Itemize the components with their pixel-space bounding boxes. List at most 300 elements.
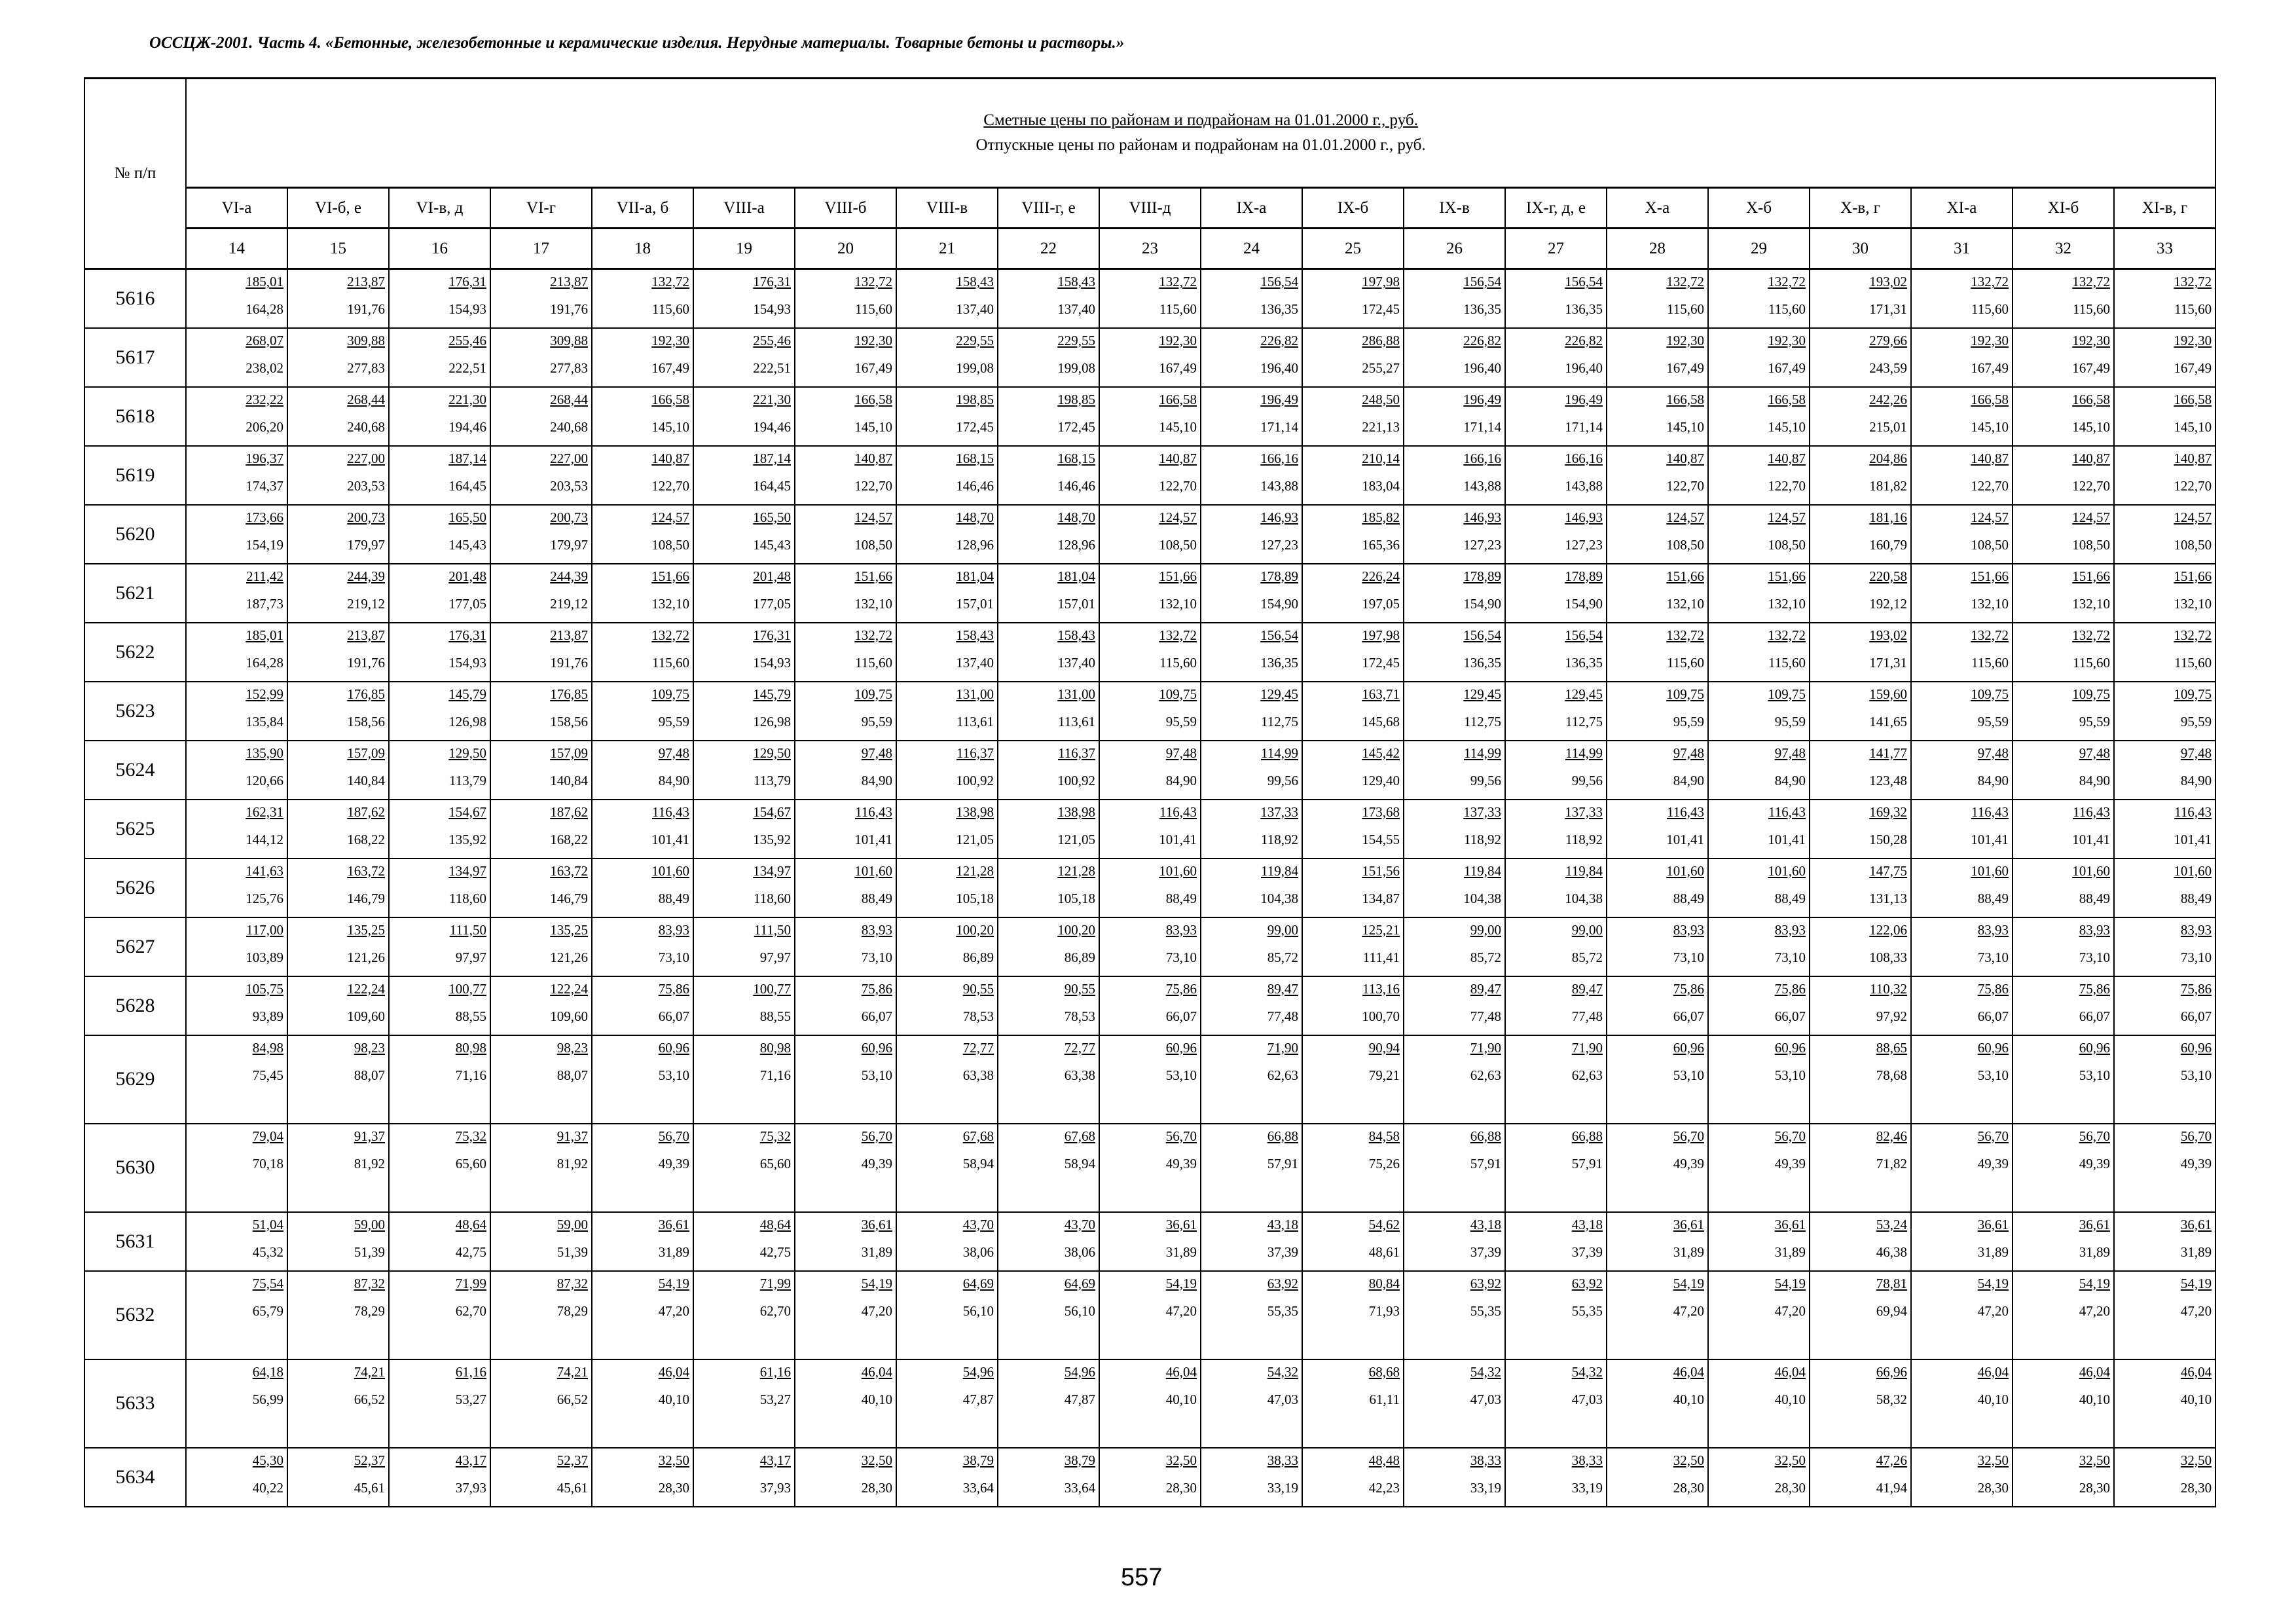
release-price: 37,93 (455, 1479, 486, 1496)
estimated-price: 268,07 (246, 332, 283, 348)
estimated-price: 124,57 (2174, 509, 2212, 525)
price-cell (1607, 1212, 1708, 1271)
estimated-price: 163,72 (550, 862, 588, 879)
price-cell (1201, 505, 1302, 564)
release-price: 73,10 (1165, 949, 1197, 965)
release-price: 103,89 (246, 949, 283, 965)
release-price: 115,60 (1768, 654, 1806, 671)
estimated-price: 122,24 (347, 980, 385, 997)
price-cell (896, 269, 998, 328)
price-cell (2114, 1271, 2215, 1359)
estimated-price: 132,72 (1666, 627, 1704, 643)
release-price: 145,10 (854, 418, 892, 435)
estimated-price: 56,70 (1165, 1128, 1197, 1144)
district-header: VIII-г, е (998, 188, 1099, 229)
price-cell (287, 1448, 389, 1507)
estimated-price: 98,23 (354, 1039, 385, 1056)
release-price: 84,90 (2079, 772, 2110, 788)
price-cell (896, 387, 998, 446)
release-price: 172,45 (956, 418, 994, 435)
price-cell (693, 623, 795, 682)
estimated-price: 97,48 (658, 745, 689, 761)
price-cell (1810, 741, 1911, 800)
estimated-price: 166,16 (1463, 450, 1501, 466)
price-cell (693, 505, 795, 564)
estimated-price: 32,50 (1673, 1452, 1704, 1468)
release-price: 47,20 (1774, 1302, 1806, 1319)
price-cell (490, 858, 592, 917)
price-cell (2114, 858, 2215, 917)
price-cell (389, 858, 490, 917)
release-price: 53,10 (1774, 1067, 1806, 1083)
estimated-price: 89,47 (1470, 980, 1501, 997)
price-cell (389, 564, 490, 623)
table-row (84, 1359, 2215, 1448)
release-price: 167,49 (2174, 360, 2212, 376)
release-price: 31,89 (2180, 1244, 2212, 1260)
release-price: 84,90 (1673, 772, 1704, 788)
estimated-price: 124,57 (2072, 509, 2110, 525)
release-price: 48,61 (1368, 1244, 1400, 1260)
release-price: 88,55 (455, 1008, 486, 1024)
price-cell (186, 269, 287, 328)
estimated-price: 68,68 (1368, 1363, 1400, 1380)
release-price: 75,26 (1368, 1155, 1400, 1172)
price-cell (1505, 976, 1607, 1035)
release-price: 86,89 (962, 949, 994, 965)
price-cell (693, 1212, 795, 1271)
estimated-price: 268,44 (550, 391, 588, 407)
estimated-price: 198,85 (1057, 391, 1095, 407)
estimated-price: 60,96 (1977, 1039, 2009, 1056)
release-price: 145,10 (2072, 418, 2110, 435)
release-price: 145,43 (448, 536, 486, 553)
price-cell (1607, 1448, 1708, 1507)
release-price: 121,05 (1057, 831, 1095, 847)
estimated-price: 178,89 (1260, 568, 1298, 584)
row-number: 5623 (84, 682, 186, 741)
price-cell (693, 328, 795, 387)
estimated-price: 83,93 (1673, 921, 1704, 938)
release-price: 40,10 (1673, 1391, 1704, 1407)
estimated-price: 146,93 (1463, 509, 1501, 525)
release-price: 219,12 (550, 595, 588, 612)
release-price: 128,96 (1057, 536, 1095, 553)
release-price: 88,49 (1165, 890, 1197, 906)
release-price: 88,49 (1977, 890, 2009, 906)
estimated-price: 74,21 (354, 1363, 385, 1380)
release-price: 140,84 (347, 772, 385, 788)
district-header-row (84, 188, 2215, 229)
price-cell (287, 1271, 389, 1359)
release-price: 33,64 (962, 1479, 994, 1496)
estimated-price: 151,66 (2174, 568, 2212, 584)
release-price: 73,10 (1977, 949, 2009, 965)
estimated-price: 132,72 (1971, 274, 2009, 289)
price-cell (1404, 1212, 1505, 1271)
price-cell (896, 1359, 998, 1448)
price-cell (1099, 682, 1201, 741)
price-cell (490, 446, 592, 505)
price-cell (896, 328, 998, 387)
release-price: 101,41 (651, 831, 689, 847)
price-cell (1302, 741, 1404, 800)
estimated-price: 124,57 (1666, 509, 1704, 525)
price-cell (1302, 917, 1404, 976)
price-cell (795, 446, 896, 505)
estimated-price: 129,50 (448, 745, 486, 761)
price-cell (1404, 623, 1505, 682)
price-cell (186, 858, 287, 917)
release-price: 115,60 (1768, 301, 1806, 317)
release-price: 183,04 (1362, 477, 1400, 494)
estimated-price: 75,86 (1977, 980, 2009, 997)
estimated-price: 52,37 (556, 1452, 588, 1468)
price-cell (1404, 858, 1505, 917)
price-cell (1911, 623, 2013, 682)
price-cell (287, 1124, 389, 1212)
release-price: 197,05 (1362, 595, 1400, 612)
release-price: 53,10 (1977, 1067, 2009, 1083)
estimated-price: 90,55 (1064, 980, 1095, 997)
price-table-body (84, 269, 2215, 1507)
price-cell (1201, 1212, 1302, 1271)
table-row (84, 800, 2215, 858)
price-cell (592, 446, 693, 505)
release-price: 40,22 (252, 1479, 283, 1496)
estimated-price: 36,61 (2079, 1216, 2110, 1232)
estimated-price: 71,99 (759, 1275, 791, 1291)
price-cell (896, 1448, 998, 1507)
price-cell (998, 564, 1099, 623)
price-cell (795, 1212, 896, 1271)
estimated-price: 54,19 (861, 1275, 892, 1291)
estimated-price: 61,16 (455, 1363, 486, 1380)
estimated-price: 101,60 (2174, 862, 2212, 879)
estimated-price: 226,82 (1565, 332, 1603, 348)
estimated-price: 45,30 (252, 1452, 283, 1468)
estimated-price: 97,48 (861, 745, 892, 761)
release-price: 45,32 (252, 1244, 283, 1260)
estimated-price: 71,90 (1470, 1039, 1501, 1056)
estimated-price: 166,58 (2072, 391, 2110, 407)
estimated-price: 151,56 (1362, 862, 1400, 879)
release-price: 57,91 (1267, 1155, 1298, 1172)
price-cell (1099, 741, 1201, 800)
price-cell (1810, 505, 1911, 564)
price-cell (896, 564, 998, 623)
price-cell (1404, 682, 1505, 741)
estimated-price: 255,46 (753, 332, 791, 348)
estimated-price: 116,43 (1667, 803, 1704, 820)
row-number: 5633 (84, 1359, 186, 1448)
price-cell (1911, 387, 2013, 446)
price-cell (490, 1035, 592, 1124)
price-cell (389, 682, 490, 741)
price-cell (592, 976, 693, 1035)
release-price: 132,10 (854, 595, 892, 612)
estimated-price: 162,31 (246, 803, 283, 820)
price-cell (1201, 800, 1302, 858)
release-price: 40,10 (1165, 1391, 1197, 1407)
estimated-price: 147,75 (1869, 862, 1907, 879)
row-number: 5621 (84, 564, 186, 623)
estimated-price: 54,19 (1977, 1275, 2009, 1291)
estimated-price: 124,57 (1159, 509, 1197, 525)
price-cell (1505, 564, 1607, 623)
price-cell (1810, 1124, 1911, 1212)
release-price: 222,51 (448, 360, 486, 376)
release-price: 122,70 (1971, 477, 2009, 494)
price-cell (1302, 446, 1404, 505)
estimated-price: 32,50 (1774, 1452, 1806, 1468)
release-price: 55,35 (1267, 1302, 1298, 1319)
release-price: 115,60 (1159, 301, 1197, 317)
release-price: 127,23 (1463, 536, 1501, 553)
estimated-price: 100,20 (956, 921, 994, 938)
estimated-price: 187,62 (347, 803, 385, 820)
price-cell (998, 269, 1099, 328)
release-price: 143,88 (1463, 477, 1501, 494)
row-number: 5632 (84, 1271, 186, 1359)
estimated-price: 176,31 (448, 627, 486, 643)
estimated-price: 116,37 (957, 745, 994, 761)
estimated-price: 165,50 (448, 509, 486, 525)
release-price: 126,98 (448, 713, 486, 729)
estimated-price: 36,61 (2180, 1216, 2212, 1232)
estimated-price: 196,49 (1463, 391, 1501, 407)
release-price: 121,26 (550, 949, 588, 965)
estimated-price: 46,04 (1673, 1363, 1704, 1380)
price-cell (1302, 505, 1404, 564)
release-price: 77,48 (1470, 1008, 1501, 1024)
price-cell (1505, 858, 1607, 917)
estimated-price: 178,89 (1565, 568, 1603, 584)
release-price: 95,59 (1977, 713, 2009, 729)
estimated-price: 187,14 (753, 450, 791, 466)
price-cell (1607, 741, 1708, 800)
release-price: 145,10 (1768, 418, 1806, 435)
release-price: 66,07 (861, 1008, 892, 1024)
estimated-price: 54,19 (1673, 1275, 1704, 1291)
release-price: 28,30 (658, 1479, 689, 1496)
estimated-price: 145,79 (753, 686, 791, 702)
estimated-price: 32,50 (1977, 1452, 2009, 1468)
estimated-price: 181,16 (1869, 509, 1907, 525)
price-cell (389, 387, 490, 446)
price-cell (2013, 623, 2114, 682)
price-cell (389, 800, 490, 858)
release-price: 95,59 (1774, 713, 1806, 729)
column-number: 18 (592, 229, 693, 269)
price-cell (2013, 1448, 2114, 1507)
release-price: 66,07 (1165, 1008, 1197, 1024)
release-price: 42,23 (1368, 1479, 1400, 1496)
estimated-price: 46,04 (1165, 1363, 1197, 1380)
district-header: X-в, г (1810, 188, 1911, 229)
release-price: 111,41 (1362, 949, 1400, 965)
price-cell (998, 328, 1099, 387)
row-number: 5628 (84, 976, 186, 1035)
price-cell (287, 1035, 389, 1124)
release-price: 167,49 (1768, 360, 1806, 376)
estimated-price: 100,77 (448, 980, 486, 997)
price-cell (1201, 858, 1302, 917)
price-cell (2114, 1035, 2215, 1124)
release-price: 118,60 (754, 890, 791, 906)
estimated-price: 46,04 (2180, 1363, 2212, 1380)
release-price: 115,60 (2073, 654, 2110, 671)
price-cell (1505, 1035, 1607, 1124)
estimated-price: 114,99 (1464, 745, 1501, 761)
estimated-price: 151,66 (1971, 568, 2009, 584)
release-price: 174,37 (246, 477, 283, 494)
release-price: 53,10 (658, 1067, 689, 1083)
price-cell (1505, 446, 1607, 505)
estimated-price: 67,68 (1064, 1128, 1095, 1144)
price-cell (1505, 800, 1607, 858)
price-cell (1810, 1035, 1911, 1124)
price-cell (592, 269, 693, 328)
price-cell (1099, 564, 1201, 623)
estimated-price: 196,49 (1260, 391, 1298, 407)
estimated-price: 192,30 (854, 332, 892, 348)
price-cell (2013, 446, 2114, 505)
estimated-price: 135,90 (246, 745, 283, 761)
release-price: 61,11 (1369, 1391, 1400, 1407)
estimated-price: 124,57 (1971, 509, 2009, 525)
price-cell (998, 1271, 1099, 1359)
price-cell (592, 800, 693, 858)
estimated-price: 158,43 (956, 274, 994, 289)
price-cell (1911, 1359, 2013, 1448)
price-cell (998, 858, 1099, 917)
price-cell (998, 682, 1099, 741)
estimated-price: 109,75 (2174, 686, 2212, 702)
price-cell (693, 917, 795, 976)
price-cell (1201, 682, 1302, 741)
price-cell (1911, 269, 2013, 328)
estimated-price: 185,01 (246, 627, 283, 643)
table-row (84, 564, 2215, 623)
price-cell (1099, 387, 1201, 446)
estimated-price: 46,04 (658, 1363, 689, 1380)
release-price: 154,90 (1463, 595, 1501, 612)
price-cell (287, 682, 389, 741)
price-cell (1911, 446, 2013, 505)
release-price: 132,10 (1666, 595, 1704, 612)
estimated-price: 109,75 (2072, 686, 2110, 702)
estimated-price: 156,54 (1463, 627, 1501, 643)
estimated-price: 122,24 (550, 980, 588, 997)
release-price: 28,30 (861, 1479, 892, 1496)
release-price: 62,70 (455, 1302, 486, 1319)
price-cell (287, 623, 389, 682)
price-cell (1810, 446, 1911, 505)
price-cell (2114, 269, 2215, 328)
estimated-price: 38,79 (1064, 1452, 1095, 1468)
estimated-price: 137,33 (1260, 803, 1298, 820)
row-number: 5626 (84, 858, 186, 917)
estimated-price: 91,37 (556, 1128, 588, 1144)
table-row (84, 741, 2215, 800)
estimated-price: 67,68 (962, 1128, 994, 1144)
price-cell (186, 564, 287, 623)
estimated-price: 131,00 (956, 686, 994, 702)
release-price: 154,93 (753, 654, 791, 671)
estimated-price: 101,60 (651, 862, 689, 879)
release-price: 168,22 (347, 831, 385, 847)
price-cell (2114, 1212, 2215, 1271)
estimated-price: 244,39 (550, 568, 588, 584)
price-cell (389, 1448, 490, 1507)
price-cell (896, 858, 998, 917)
price-cell (1404, 387, 1505, 446)
release-price: 66,07 (2180, 1008, 2212, 1024)
release-price: 191,76 (550, 654, 588, 671)
estimated-price: 185,01 (246, 274, 283, 289)
price-cell (2114, 682, 2215, 741)
estimated-price: 71,99 (455, 1275, 486, 1291)
release-price: 112,75 (1565, 713, 1603, 729)
estimated-price: 156,54 (1565, 627, 1603, 643)
release-price: 179,97 (550, 536, 588, 553)
price-cell (287, 741, 389, 800)
estimated-price: 132,72 (2072, 627, 2110, 643)
estimated-price: 32,50 (1165, 1452, 1197, 1468)
price-cell (1708, 1271, 1810, 1359)
row-number: 5624 (84, 741, 186, 800)
price-cell (1505, 1124, 1607, 1212)
release-price: 172,45 (1362, 301, 1400, 317)
estimated-price: 135,25 (347, 921, 385, 938)
price-cell (186, 682, 287, 741)
release-price: 154,55 (1362, 831, 1400, 847)
estimated-price: 200,73 (550, 509, 588, 525)
estimated-price: 226,82 (1463, 332, 1501, 348)
district-header: IX-а (1201, 188, 1302, 229)
price-cell (1505, 741, 1607, 800)
estimated-price: 132,72 (1768, 274, 1806, 289)
price-cell (795, 800, 896, 858)
estimated-price: 220,58 (1869, 568, 1907, 584)
estimated-price: 116,43 (1768, 803, 1806, 820)
estimated-price: 109,75 (1666, 686, 1704, 702)
price-cell (490, 564, 592, 623)
estimated-price: 56,70 (658, 1128, 689, 1144)
release-price: 172,45 (1362, 654, 1400, 671)
estimated-price: 84,58 (1368, 1128, 1400, 1144)
release-price: 104,38 (1463, 890, 1501, 906)
price-cell (186, 1271, 287, 1359)
release-price: 146,46 (1057, 477, 1095, 494)
price-cell (1302, 269, 1404, 328)
release-price: 132,10 (2174, 595, 2212, 612)
estimated-price: 151,66 (1159, 568, 1197, 584)
estimated-price: 124,57 (651, 509, 689, 525)
estimated-price: 38,33 (1470, 1452, 1501, 1468)
release-price: 160,79 (1869, 536, 1907, 553)
price-cell (998, 1359, 1099, 1448)
estimated-price: 38,33 (1267, 1452, 1298, 1468)
price-cell (795, 328, 896, 387)
release-price: 158,56 (347, 713, 385, 729)
release-price: 122,70 (2072, 477, 2110, 494)
release-price: 203,53 (550, 477, 588, 494)
estimated-price: 121,28 (956, 862, 994, 879)
estimated-price: 193,02 (1869, 274, 1907, 289)
price-cell (795, 505, 896, 564)
